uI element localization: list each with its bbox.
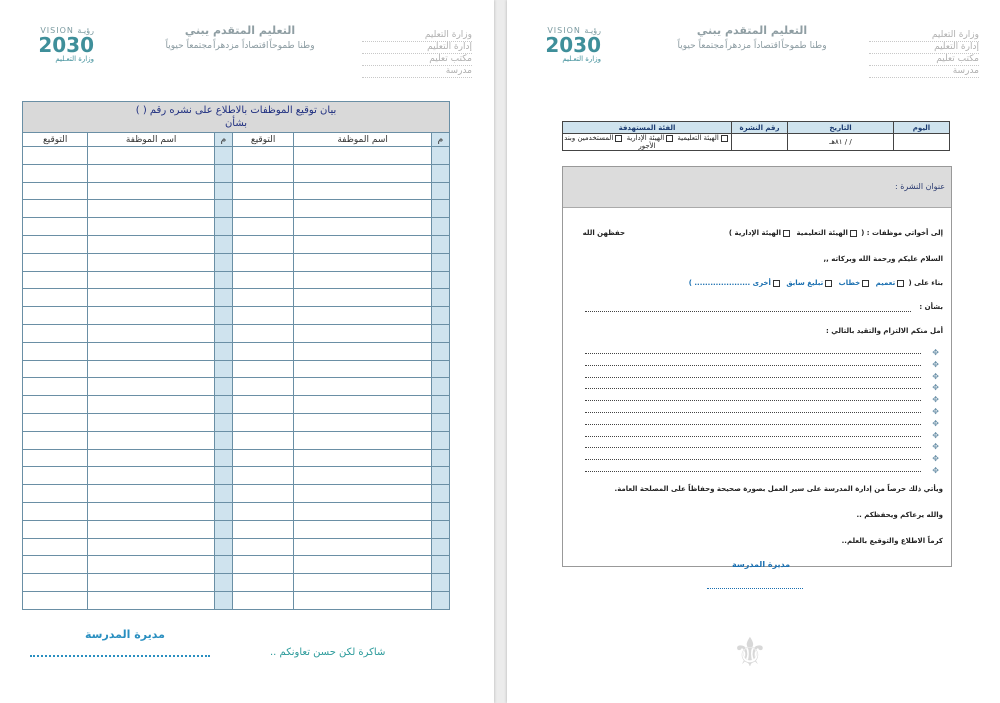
row-name-cell[interactable] [294, 556, 432, 574]
row-num-cell [214, 218, 232, 236]
row-signature-cell[interactable] [23, 502, 88, 520]
row-num-cell [214, 147, 232, 165]
row-name-cell[interactable] [294, 164, 432, 182]
table-row [23, 538, 450, 556]
row-signature-cell[interactable] [23, 218, 88, 236]
row-signature-cell[interactable] [233, 289, 294, 307]
row-name-cell[interactable] [88, 449, 215, 467]
based-on-line [689, 279, 943, 287]
row-signature-cell[interactable] [23, 289, 88, 307]
row-signature-cell[interactable] [23, 485, 88, 503]
row-name-cell[interactable] [294, 431, 432, 449]
based-on-label: بناء على ( [908, 279, 943, 287]
closing-line-2: والله يرعاكم ويحفظكم .. [856, 511, 943, 519]
row-signature-cell[interactable] [23, 467, 88, 485]
row-name-cell[interactable] [294, 289, 432, 307]
bullet-icon: ✥ [932, 359, 939, 369]
row-num-cell [214, 324, 232, 342]
directorate-line: إدارة التعليم [362, 42, 472, 54]
row-name-cell[interactable] [88, 467, 215, 485]
row-name-cell[interactable] [88, 360, 215, 378]
row-num-cell [431, 485, 449, 503]
row-num-cell [431, 591, 449, 609]
row-signature-cell[interactable] [233, 431, 294, 449]
row-num-cell [214, 164, 232, 182]
row-signature-cell[interactable] [233, 360, 294, 378]
table-row [23, 218, 450, 236]
row-num-cell [214, 591, 232, 609]
row-num-cell [431, 289, 449, 307]
col-header-num-2: م [214, 133, 232, 147]
bullet-icon: ✥ [932, 395, 939, 405]
table-row [23, 574, 450, 592]
row-signature-cell[interactable] [23, 413, 88, 431]
row-num-cell [214, 342, 232, 360]
row-name-cell[interactable] [294, 520, 432, 538]
thriving-economy-icon: اقتصاداً مزدهراً [725, 41, 781, 51]
office-line: مكتب تعليم [869, 54, 979, 66]
salam-line: السلام عليكم ورحمة الله وبركاته ,, [823, 255, 943, 263]
row-num-cell [431, 538, 449, 556]
row-signature-cell[interactable] [233, 574, 294, 592]
row-num-cell [214, 538, 232, 556]
vision-label: VISION رؤيـة [547, 26, 601, 35]
vibrant-society-icon: مجتمعاً حيوياً [165, 41, 213, 51]
ambitious-nation-icon: وطنا طموحاً [269, 41, 315, 51]
bulletin-principal-line [707, 588, 803, 589]
bullet-entry-line[interactable] [585, 353, 921, 354]
row-num-cell [431, 147, 449, 165]
row-signature-cell[interactable] [233, 324, 294, 342]
row-num-cell [214, 467, 232, 485]
row-name-cell[interactable] [294, 218, 432, 236]
row-name-cell[interactable] [88, 182, 215, 200]
meta-number-value[interactable] [732, 134, 788, 151]
row-num-cell [214, 235, 232, 253]
row-name-cell[interactable] [294, 467, 432, 485]
to-option-admin: الهيئة الإدارية ) [728, 229, 782, 237]
vision-label: VISION رؤيـة [40, 26, 94, 35]
row-signature-cell[interactable] [233, 591, 294, 609]
bullet-icon: ✥ [932, 348, 939, 357]
row-num-cell [431, 378, 449, 396]
signature-table-title [23, 102, 450, 133]
row-num-cell [214, 182, 232, 200]
checkbox[interactable] [850, 230, 857, 237]
col-header-num: م [431, 133, 449, 147]
table-row [23, 556, 450, 574]
table-row [23, 520, 450, 538]
bullet-icon: ✥ [932, 442, 939, 452]
row-signature-cell[interactable] [233, 556, 294, 574]
row-num-cell [214, 200, 232, 218]
ministry-logo-text: وزارة التعـليم [55, 55, 94, 63]
bullet-entry-line[interactable] [585, 447, 921, 448]
row-name-cell[interactable] [88, 431, 215, 449]
row-num-cell [431, 200, 449, 218]
row-name-cell[interactable] [88, 218, 215, 236]
ministry-logo-text: وزارة التعـليم [562, 55, 601, 63]
row-signature-cell[interactable] [23, 253, 88, 271]
row-num-cell [214, 271, 232, 289]
bullet-entry-line[interactable] [585, 459, 921, 460]
row-name-cell[interactable] [88, 556, 215, 574]
row-signature-cell[interactable] [23, 342, 88, 360]
row-name-cell[interactable] [294, 396, 432, 414]
fleur-de-lis-icon: ⚜ [732, 630, 768, 676]
row-num-cell [431, 502, 449, 520]
row-num-cell [431, 520, 449, 538]
row-name-cell[interactable] [294, 378, 432, 396]
row-name-cell[interactable] [88, 396, 215, 414]
meta-date-value[interactable]: / / ٨١هـ [788, 134, 894, 151]
closing-line-1: ويأتي ذلك حرصاً من إدارة المدرسة على سير العمل بصورة صحيحة وحفاظاً على المصلحة العامة. [614, 485, 943, 493]
thriving-economy-icon: اقتصاداً مزدهراً [213, 41, 269, 51]
row-signature-cell[interactable] [233, 307, 294, 325]
row-num-cell [214, 556, 232, 574]
row-num-cell [214, 449, 232, 467]
bullet-entry-line[interactable] [585, 424, 921, 425]
row-signature-cell[interactable] [233, 182, 294, 200]
regarding-label: بشأن : [919, 303, 943, 311]
bullet-entry-line[interactable] [585, 365, 921, 366]
row-signature-cell[interactable] [233, 485, 294, 503]
bulletin-box [562, 166, 952, 567]
row-num-cell [431, 360, 449, 378]
row-name-cell[interactable] [294, 147, 432, 165]
table-row [23, 235, 450, 253]
closing-line-3: كرماً الاطلاع والتوقيع بالعلم.. [841, 537, 943, 545]
school-line: مدرسة [362, 66, 472, 78]
row-signature-cell[interactable] [23, 591, 88, 609]
directorate-line: إدارة التعليم [869, 42, 979, 54]
col-header-name: اسم الموظفة [294, 133, 432, 147]
ministry-line: وزارة التعليم [869, 30, 979, 42]
based-option-previous: تبليغ سابق [786, 279, 824, 287]
col-header-name-2: اسم الموظفة [88, 133, 215, 147]
vision-2030-logo [22, 26, 94, 76]
row-num-cell [431, 396, 449, 414]
row-name-cell[interactable] [294, 253, 432, 271]
header-center [165, 24, 315, 51]
table-row [23, 378, 450, 396]
meta-header-day: اليوم [894, 122, 950, 134]
target-option-admin: الهيئة الإدارية [626, 134, 665, 142]
row-num-cell [431, 235, 449, 253]
row-name-cell[interactable] [88, 147, 215, 165]
bullet-icon: ✥ [932, 407, 939, 416]
thanks-note: شاكرة لكن حسن تعاونكم .. [270, 647, 386, 658]
table-row [23, 253, 450, 271]
row-name-cell[interactable] [88, 307, 215, 325]
row-signature-cell[interactable] [233, 378, 294, 396]
meta-day-value[interactable] [894, 134, 950, 151]
row-num-cell [214, 520, 232, 538]
ambitious-nation-icon: وطنا طموحاً [781, 41, 827, 51]
center-title: التعليم المتقدم يبني [696, 24, 808, 37]
checkbox[interactable] [862, 280, 869, 287]
vision-year: 2030 [545, 33, 601, 57]
row-num-cell [214, 502, 232, 520]
checkbox[interactable] [615, 135, 622, 142]
bullet-icon: ✥ [932, 371, 939, 381]
hafizahunna: حفظهن الله [582, 229, 625, 237]
row-num-cell [214, 253, 232, 271]
row-signature-cell[interactable] [233, 449, 294, 467]
checkbox[interactable] [783, 230, 790, 237]
table-row [23, 413, 450, 431]
row-num-cell [214, 574, 232, 592]
row-name-cell[interactable] [88, 289, 215, 307]
row-signature-cell[interactable] [233, 253, 294, 271]
row-signature-cell[interactable] [233, 200, 294, 218]
row-name-cell[interactable] [294, 449, 432, 467]
meta-header-target: الفئة المستهدفة [563, 122, 732, 134]
table-row [23, 200, 450, 218]
target-option-staff: المستخدمين وبند الأجور [564, 134, 656, 150]
row-num-cell [214, 485, 232, 503]
row-name-cell[interactable] [88, 413, 215, 431]
row-name-cell[interactable] [294, 307, 432, 325]
row-num-cell [431, 413, 449, 431]
checkbox[interactable] [721, 135, 728, 142]
row-signature-cell[interactable] [23, 164, 88, 182]
bulletin-principal: مديرة المدرسة [732, 560, 791, 569]
row-name-cell[interactable] [88, 253, 215, 271]
row-signature-cell[interactable] [23, 449, 88, 467]
table-row [23, 271, 450, 289]
based-option-other: أخرى ..................... ) [688, 279, 771, 287]
col-header-signature: التوقيع [233, 133, 294, 147]
meta-header-number: رقم النشرة [732, 122, 788, 134]
header-center [677, 24, 827, 51]
row-num-cell [214, 431, 232, 449]
row-name-cell[interactable] [294, 342, 432, 360]
table-row [23, 591, 450, 609]
row-signature-cell[interactable] [233, 538, 294, 556]
row-signature-cell[interactable] [233, 413, 294, 431]
row-signature-cell[interactable] [23, 396, 88, 414]
row-name-cell[interactable] [88, 520, 215, 538]
table-title-line1: بيان توقيع الموظفات بالاطلاع على نشره رقم ( ) [135, 105, 337, 116]
row-signature-cell[interactable] [233, 467, 294, 485]
table-row [23, 289, 450, 307]
bullet-entry-line[interactable] [585, 412, 921, 413]
row-num-cell [431, 164, 449, 182]
recipients-line [729, 229, 943, 237]
row-num-cell [431, 431, 449, 449]
row-num-cell [431, 449, 449, 467]
vibrant-society-icon: مجتمعاً حيوياً [677, 41, 725, 51]
based-option-circular: تعميم [875, 279, 896, 287]
row-signature-cell[interactable] [23, 538, 88, 556]
row-name-cell[interactable] [294, 574, 432, 592]
bullet-icon: ✥ [932, 466, 939, 475]
row-name-cell[interactable] [294, 485, 432, 503]
table-row [23, 431, 450, 449]
row-num-cell [431, 556, 449, 574]
row-signature-cell[interactable] [23, 147, 88, 165]
to-option-teaching: الهيئة التعليمية [796, 229, 848, 237]
row-name-cell[interactable] [88, 591, 215, 609]
header-school-info [869, 30, 979, 78]
table-row [23, 164, 450, 182]
row-name-cell[interactable] [88, 164, 215, 182]
school-line: مدرسة [869, 66, 979, 78]
table-row [23, 485, 450, 503]
bullet-icon: ✥ [932, 418, 939, 428]
checkbox[interactable] [666, 135, 673, 142]
table-row [23, 360, 450, 378]
row-name-cell[interactable] [88, 378, 215, 396]
meta-header-date: التاريخ [788, 122, 894, 134]
row-signature-cell[interactable] [233, 502, 294, 520]
row-num-cell [214, 360, 232, 378]
table-row [23, 467, 450, 485]
ministry-line: وزارة التعليم [362, 30, 472, 42]
bulletin-title: عنوان النشرة : [894, 182, 945, 191]
table-row [23, 307, 450, 325]
row-signature-cell[interactable] [23, 324, 88, 342]
row-num-cell [431, 182, 449, 200]
row-signature-cell[interactable] [23, 235, 88, 253]
row-name-cell[interactable] [294, 235, 432, 253]
signature-table [22, 101, 450, 610]
table-row [23, 342, 450, 360]
row-name-cell[interactable] [88, 574, 215, 592]
row-signature-cell[interactable] [23, 360, 88, 378]
row-signature-cell[interactable] [23, 378, 88, 396]
row-num-cell [214, 378, 232, 396]
bullet-entry-line[interactable] [585, 388, 921, 389]
bullet-icon: ✥ [932, 454, 939, 464]
row-signature-cell[interactable] [23, 307, 88, 325]
bulletin-meta-table [562, 121, 950, 151]
row-signature-cell[interactable] [23, 431, 88, 449]
table-row [23, 396, 450, 414]
principal-title: مديرة المدرسة [85, 628, 165, 641]
row-signature-cell[interactable] [233, 520, 294, 538]
row-name-cell[interactable] [88, 342, 215, 360]
row-name-cell[interactable] [294, 502, 432, 520]
row-num-cell [431, 342, 449, 360]
bullet-entry-line[interactable] [585, 471, 921, 472]
row-num-cell [431, 467, 449, 485]
bullet-icon: ✥ [932, 430, 939, 440]
vision-2030-logo [529, 26, 601, 76]
row-signature-cell[interactable] [23, 271, 88, 289]
row-name-cell[interactable] [294, 324, 432, 342]
checkbox[interactable] [897, 280, 904, 287]
hope-line: أمل منكم الالتزام والتقيد بالتالي : [826, 327, 943, 335]
meta-target-options [563, 134, 732, 151]
row-name-cell[interactable] [88, 271, 215, 289]
col-header-signature-2: التوقيع [23, 133, 88, 147]
row-name-cell[interactable] [294, 413, 432, 431]
bullet-icon: ✥ [932, 383, 939, 393]
row-signature-cell[interactable] [23, 200, 88, 218]
header-school-info [362, 30, 472, 78]
row-num-cell [214, 396, 232, 414]
row-name-cell[interactable] [294, 538, 432, 556]
row-num-cell [431, 218, 449, 236]
row-name-cell[interactable] [88, 502, 215, 520]
row-name-cell[interactable] [88, 538, 215, 556]
row-signature-cell[interactable] [23, 182, 88, 200]
row-num-cell [214, 289, 232, 307]
based-option-letter: خطاب [838, 279, 861, 287]
row-num-cell [214, 413, 232, 431]
row-name-cell[interactable] [294, 591, 432, 609]
table-row [23, 147, 450, 165]
checkbox[interactable] [773, 280, 780, 287]
bulletin-page [507, 0, 1000, 703]
table-row [23, 182, 450, 200]
table-title-line2: بشأن [224, 118, 248, 129]
row-num-cell [431, 574, 449, 592]
row-signature-cell[interactable] [233, 271, 294, 289]
row-signature-cell[interactable] [233, 147, 294, 165]
signature-sheet-page [0, 0, 494, 703]
principal-signature-line [30, 655, 210, 657]
row-signature-cell[interactable] [233, 342, 294, 360]
regarding-line[interactable] [585, 311, 911, 312]
row-signature-cell[interactable] [23, 556, 88, 574]
table-row [23, 449, 450, 467]
table-row [23, 502, 450, 520]
row-num-cell [431, 253, 449, 271]
row-num-cell [431, 324, 449, 342]
bullet-entry-line[interactable] [585, 436, 921, 437]
row-signature-cell[interactable] [233, 396, 294, 414]
row-name-cell[interactable] [88, 200, 215, 218]
office-line: مكتب تعليم [362, 54, 472, 66]
row-num-cell [214, 307, 232, 325]
row-name-cell[interactable] [88, 324, 215, 342]
row-name-cell[interactable] [294, 271, 432, 289]
row-num-cell [431, 271, 449, 289]
bullet-entry-line[interactable] [585, 377, 921, 378]
row-name-cell[interactable] [294, 200, 432, 218]
row-name-cell[interactable] [294, 182, 432, 200]
row-name-cell[interactable] [88, 485, 215, 503]
vision-year: 2030 [38, 33, 94, 57]
table-row [23, 324, 450, 342]
center-title: التعليم المتقدم يبني [184, 24, 296, 37]
row-signature-cell[interactable] [23, 574, 88, 592]
row-signature-cell[interactable] [233, 218, 294, 236]
bullet-entry-line[interactable] [585, 400, 921, 401]
row-signature-cell[interactable] [23, 520, 88, 538]
row-num-cell [431, 307, 449, 325]
row-signature-cell[interactable] [233, 235, 294, 253]
row-name-cell[interactable] [88, 235, 215, 253]
row-name-cell[interactable] [294, 360, 432, 378]
target-option-teaching: الهيئة التعليمية [677, 134, 719, 142]
to-label: إلى أخواتي موظفات : ( [861, 229, 943, 237]
bulletin-title-bar [563, 167, 951, 208]
row-signature-cell[interactable] [233, 164, 294, 182]
checkbox[interactable] [825, 280, 832, 287]
